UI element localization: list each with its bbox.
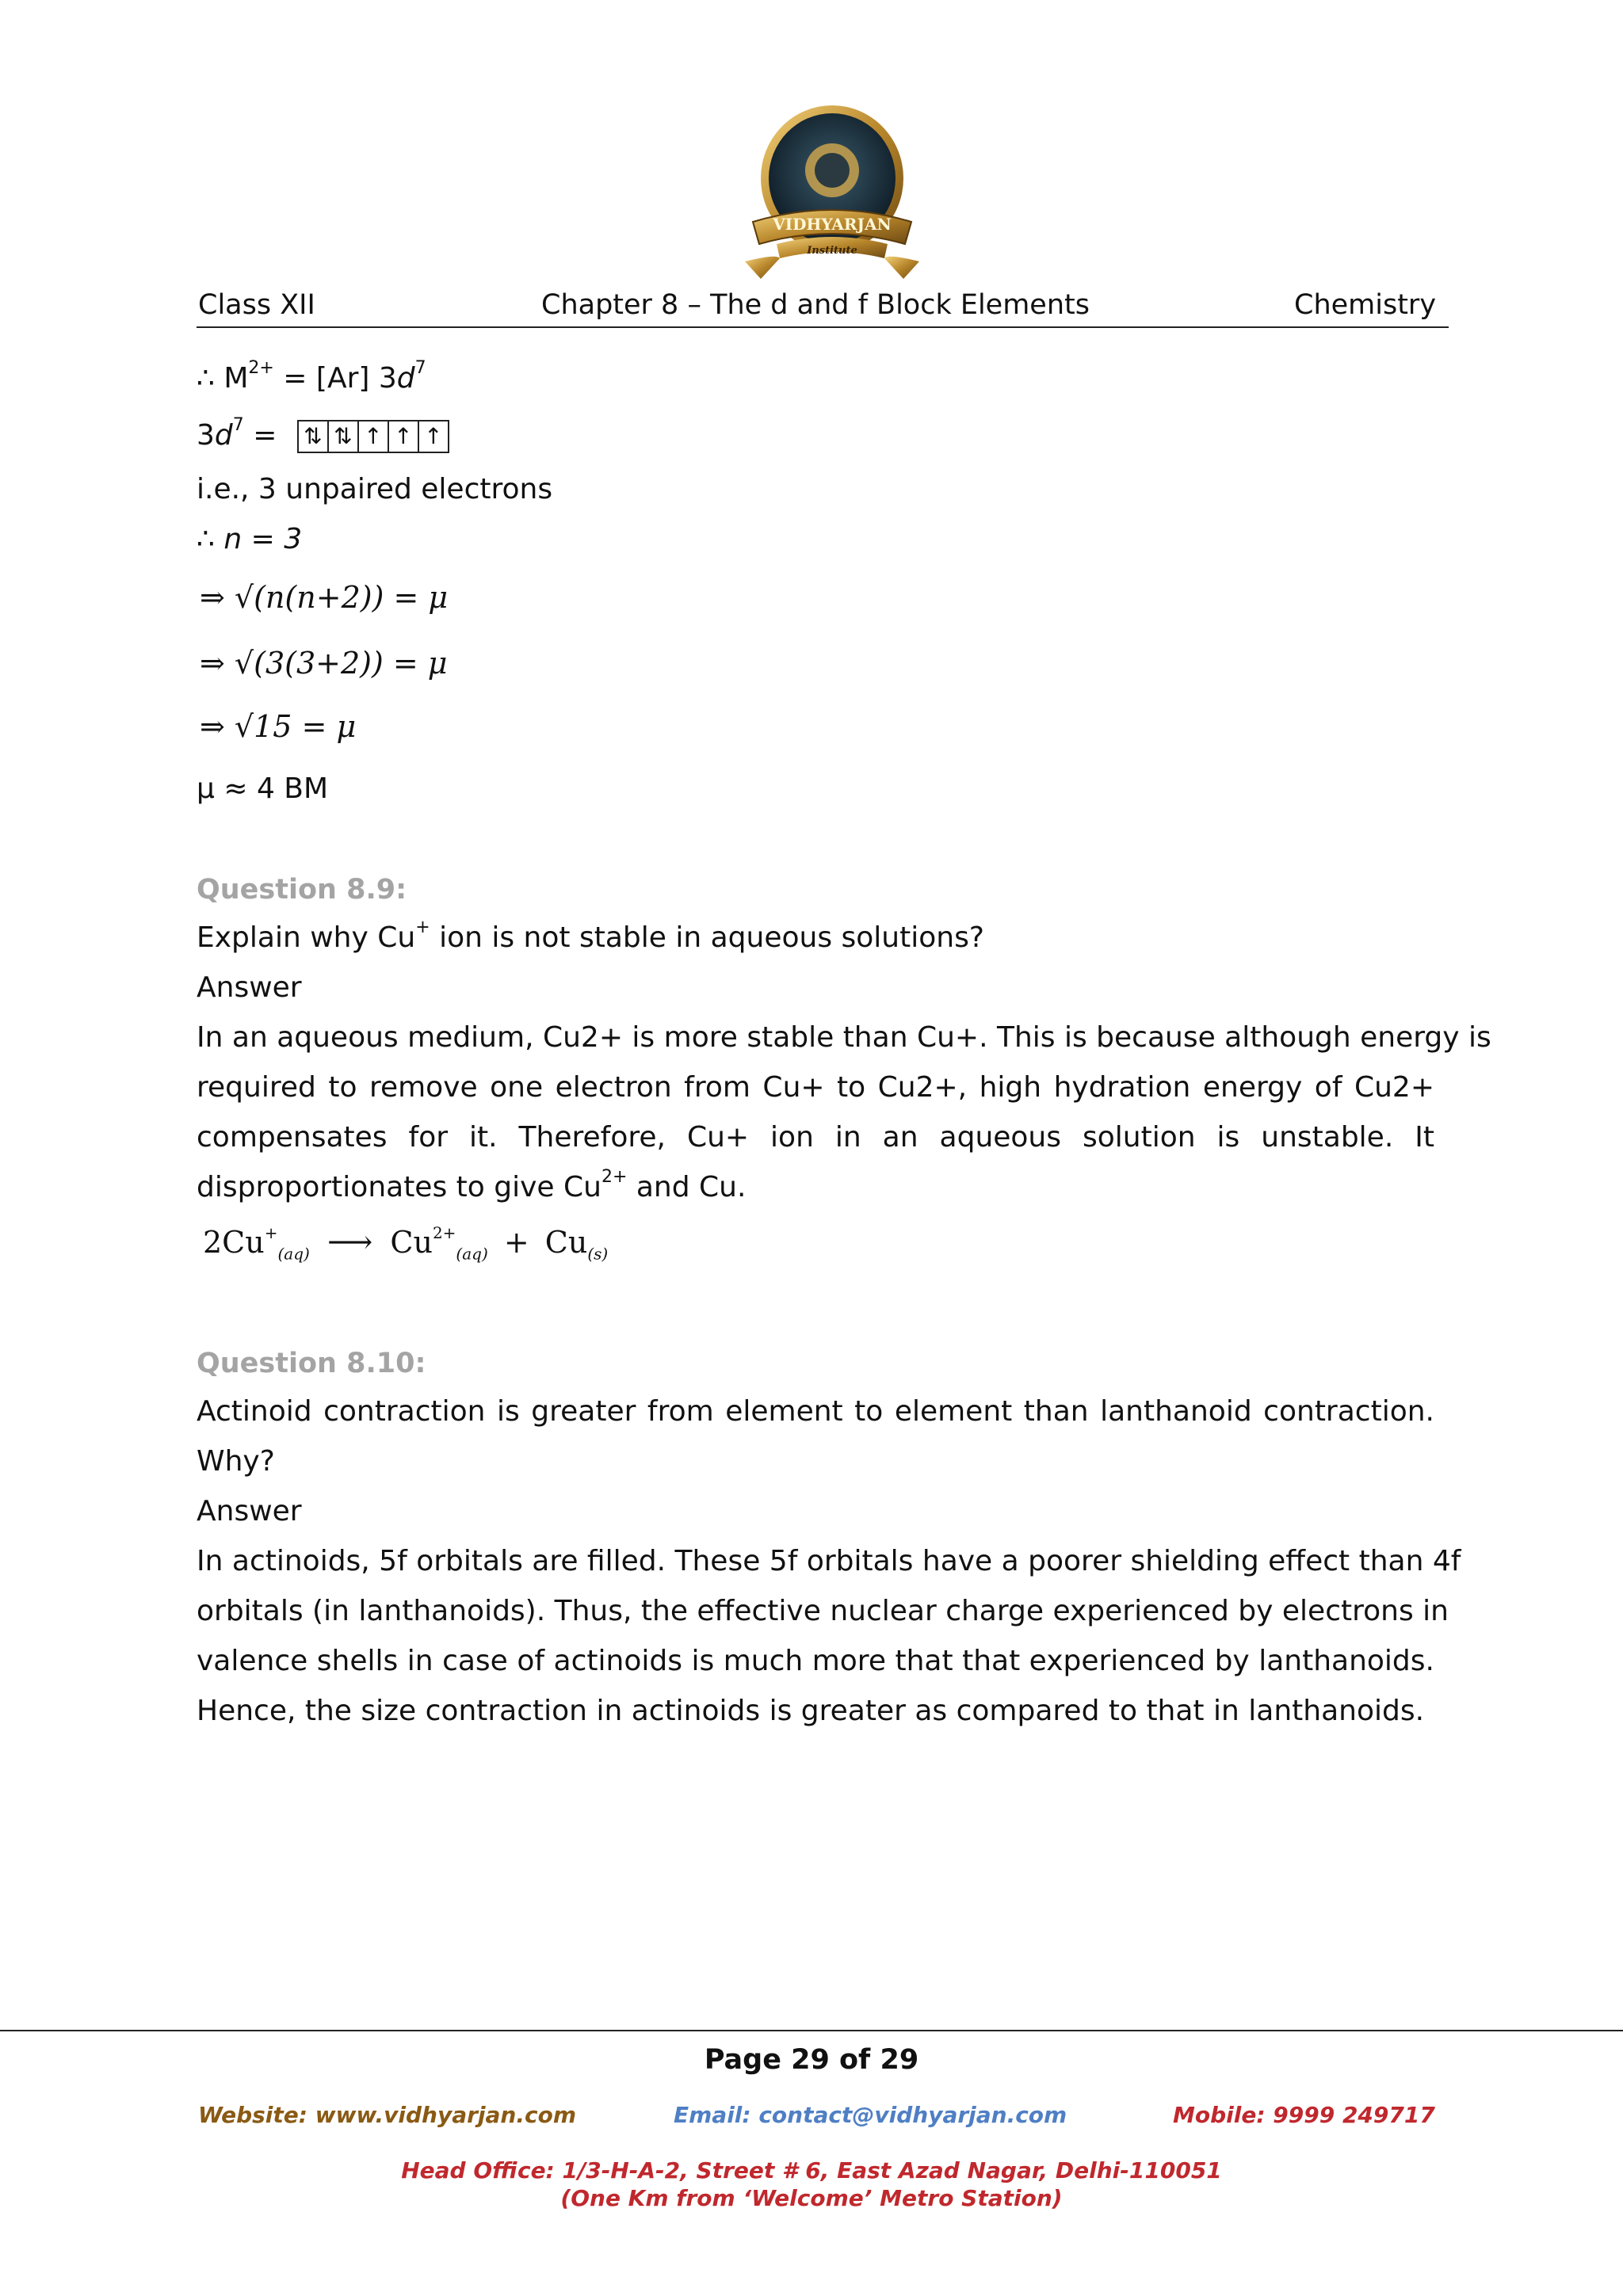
subject-label: Chemistry: [1294, 289, 1437, 321]
mobile-number: Mobile: 9999 249717: [1173, 2102, 1435, 2128]
orbital-boxes: [297, 420, 449, 453]
answer-8-10-line-1: In actinoids, 5f orbitals are filled. These 5f orbitals have a poorer shielding effect than 4f: [197, 1545, 1461, 1577]
question-8-10-line-1: Actinoid contraction is greater from element to element than lanthanoid contraction.: [197, 1395, 1434, 1428]
svg-text:Institute: Institute: [807, 245, 857, 257]
answer-8-9-line-2: required to remove one electron from Cu+ to Cu2+, high hydration energy of Cu2+: [197, 1071, 1434, 1104]
question-8-10-line-2: Why?: [197, 1445, 275, 1478]
answer-8-9-line-4: disproportionates to give $Cu^{2+}$ and Cu.: [197, 1167, 747, 1203]
orbital-diagram-line: $3d^7$ = ⇅ ⇅ ↑ ↑ ↑: [197, 420, 449, 453]
question-8-10-heading: Question 8.10:: [197, 1348, 426, 1379]
orbital-box: ↑: [359, 420, 389, 453]
orbital-box: ↑: [389, 420, 419, 453]
n-value-line: ∴ n = 3: [197, 523, 303, 555]
institute-logo: [729, 103, 935, 285]
footer-rule: [0, 2030, 1623, 2031]
magnetic-moment-result: μ ≈ 4 BM: [197, 772, 329, 805]
answer-8-10-line-4: Hence, the size contraction in actinoids is greater as compared to that in lanthanoids.: [197, 1695, 1425, 1727]
equation-2: ⇒ √(3(3+2)) = μ: [200, 646, 448, 681]
answer-8-9-line-3: compensates for it. Therefore, Cu+ ion in an aqueous solution is unstable. It: [197, 1121, 1434, 1154]
orbital-box: ↑: [419, 420, 449, 453]
email-link[interactable]: Email: contact@vidhyarjan.com: [674, 2102, 1067, 2128]
answer-8-10-line-2: orbitals (in lanthanoids). Thus, the effective nuclear charge experienced by electrons in: [197, 1595, 1449, 1627]
question-8-9-heading: Question 8.9:: [197, 874, 407, 906]
head-office-address: Head Office: 1/3-H-A-2, Street # 6, East Azad Nagar, Delhi-110051: [401, 2157, 1222, 2183]
chapter-title: Chapter 8 – The d and f Block Elements: [541, 289, 1090, 321]
page-number: Page 29 of 29: [704, 2044, 919, 2076]
head-office-note: (One Km from ‘Welcome’ Metro Station): [560, 2185, 1063, 2211]
unpaired-text: i.e., 3 unpaired electrons: [197, 473, 553, 505]
answer-label: Answer: [197, 1495, 302, 1527]
svg-text:VIDHYARJAN: VIDHYARJAN: [773, 215, 892, 234]
question-8-9-text: Explain why Cu+ ion is not stable in aqueous solutions?: [197, 917, 984, 954]
class-label: Class XII: [198, 289, 315, 321]
header-rule: [197, 326, 1449, 328]
equation-3: ⇒ √15 = μ: [200, 709, 357, 744]
disproportionation-reaction: $2Cu^+_{(aq)}$ ⟶ $Cu^{2+}_{(aq)} + Cu_{(s)}$: [203, 1223, 609, 1264]
website-link[interactable]: Website: www.vidhyarjan.com: [198, 2102, 577, 2128]
answer-label: Answer: [197, 971, 302, 1004]
orbital-box: ⇅: [297, 420, 329, 453]
m2-config-line: ∴ $M^{2+} = [Ar]$ $3d^7$: [197, 358, 426, 395]
answer-8-10-line-3: valence shells in case of actinoids is much more that that experienced by lanthanoids.: [197, 1645, 1434, 1677]
equation-1: ⇒ √(n(n+2)) = μ: [200, 580, 449, 615]
answer-8-9-line-1: In an aqueous medium, Cu2+ is more stable than Cu+. This is because although energy is: [197, 1021, 1491, 1054]
orbital-box: ⇅: [329, 420, 359, 453]
